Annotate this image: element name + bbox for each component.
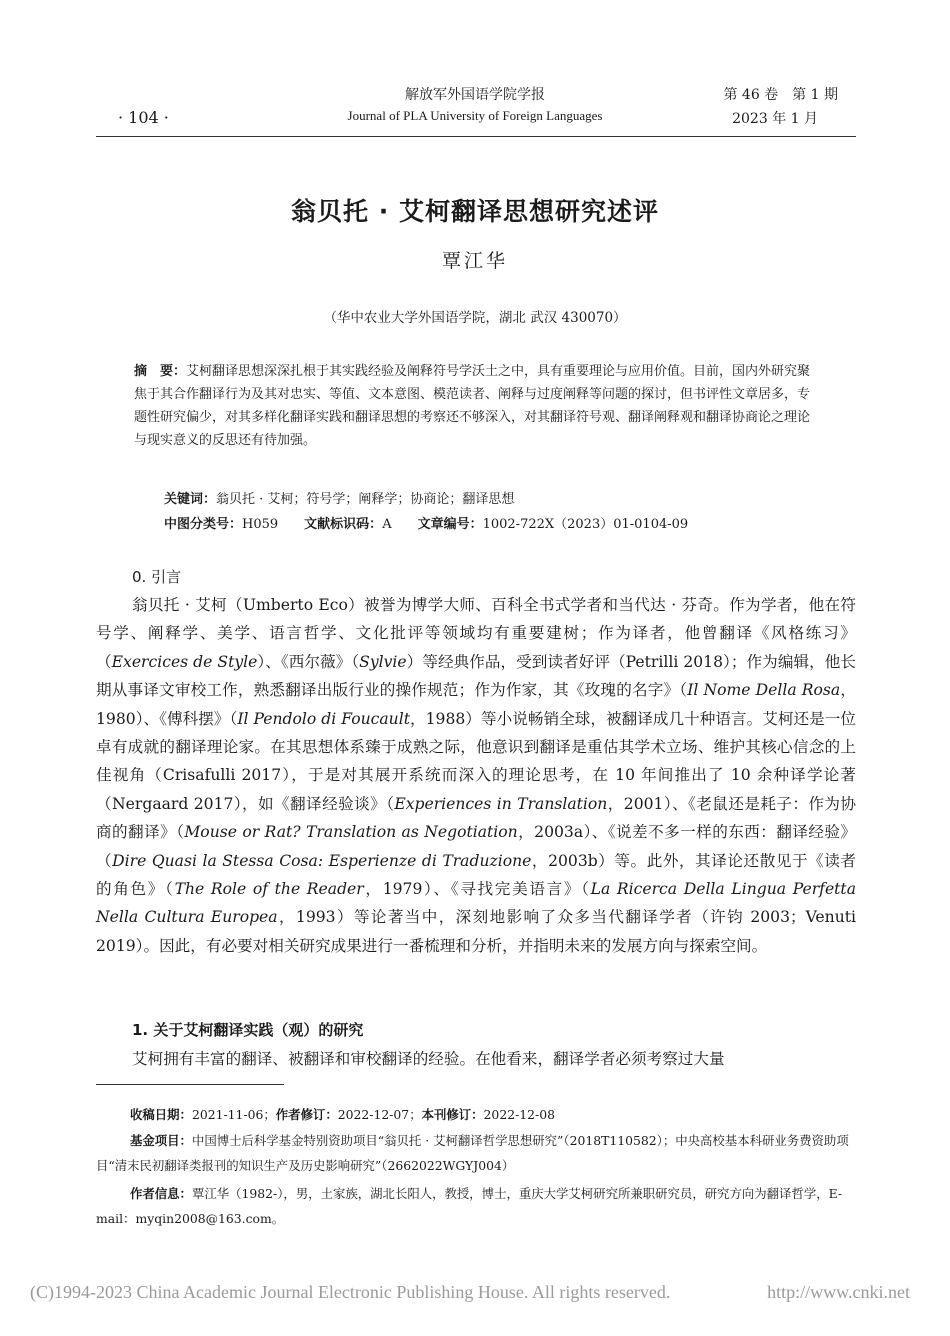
intro-body bbox=[96, 591, 856, 960]
text-run: ，2003b）等。此外，其译论还散见于《读者的角色》（ bbox=[96, 851, 856, 899]
text-run: ）、《西尔薇》（ bbox=[257, 652, 360, 671]
page-number: · 104 · bbox=[118, 108, 169, 127]
volume-issue: 第 46 卷 第 1 期 bbox=[723, 87, 838, 103]
text-run: ，2003a）、《说差不多一样的东西：翻译经验》（ bbox=[96, 823, 856, 870]
abstract bbox=[134, 360, 818, 452]
italic-title: Il Nome Della Rosa bbox=[687, 681, 841, 700]
keywords bbox=[164, 488, 514, 507]
section-heading-intro: 0. 引言 bbox=[132, 568, 182, 586]
doc-code-value: A bbox=[382, 517, 392, 532]
abstract-label: 摘 要： bbox=[134, 364, 187, 379]
practice-body bbox=[96, 1045, 856, 1073]
italic-title: The Role of the Reader bbox=[174, 880, 364, 899]
footnote-author bbox=[96, 1181, 856, 1231]
issue-date: 2023 年 1 月 bbox=[732, 111, 818, 127]
clc-value: H059 bbox=[242, 517, 279, 532]
text-run: ）等经典作品，受到读者好评（Petrilli 2018）；作为编辑，他长期从事译文审校工作，熟悉翻译出版行业的操作规范；作为作家，其《玫瑰的名字》（ bbox=[96, 652, 856, 700]
italic-title: Dire Quasi la Stessa Cosa: Esperienze di Traduzione bbox=[112, 851, 532, 870]
article-title: 翁贝托 · 艾柯翻译思想研究述评 bbox=[291, 197, 659, 226]
author-affiliation: （华中农业大学外国语学院，湖北 武汉 430070） bbox=[323, 310, 627, 326]
doc-code-label: 文献标识码： bbox=[304, 517, 383, 532]
text-run: ，1988）等小说畅销全球，被翻译成几十种语言。艾柯还是一位卓有成就的翻译理论家。在其思想体系臻于成熟之际，他意识到翻译是重估其学术立场、维护其核心信念的上佳视角（Crisafulli 2017），于是对其展开系统而深入的理论思考，在 10 年间推出了 10 余种译学论著（Nergaard 2017），如《翻译经验谈》（ bbox=[96, 709, 856, 813]
article-no-label: 文章编号： bbox=[417, 517, 483, 532]
journal-name-en: Journal of PLA University of Foreign Languages bbox=[347, 108, 603, 123]
author-info-text: 覃江华（1982-），男，土家族，湖北长阳人，教授，博士，重庆大学艾柯研究所兼职研究员，研究方向为翻译哲学，E-mail：myqin2008@163.com。 bbox=[96, 1186, 843, 1226]
italic-title: Mouse or Rat? Translation as Negotiation bbox=[184, 823, 518, 842]
header-rule bbox=[96, 136, 856, 137]
article-no-value: 1002-722X（2023）01-0104-09 bbox=[482, 517, 689, 532]
intro-paragraph bbox=[96, 591, 856, 960]
cnki-url: http://www.cnki.net bbox=[767, 1282, 910, 1302]
final-label: 本刊修订： bbox=[421, 1107, 484, 1122]
italic-title: La Ricerca Della Lingua Perfetta Nella Cultura Europea bbox=[96, 880, 856, 927]
article-author: 覃江华 bbox=[441, 250, 508, 272]
clc-label: 中图分类号： bbox=[164, 517, 243, 532]
journal-name-cn: 解放军外国语学院学报 bbox=[405, 87, 545, 103]
fund-text: 中国博士后科学基金特别资助项目“翁贝托 · 艾柯翻译哲学思想研究”（2018T110582）；中央高校基本科研业务费资助项目“清末民初翻译类报刊的知识生产及历史影响研究”（2662022WGYJ004） bbox=[96, 1133, 849, 1173]
section-heading-practice: 1. 关于艾柯翻译实践（观）的研究 bbox=[132, 1021, 364, 1039]
text-run: 翁贝托 · 艾柯（Umberto Eco）被誉为博学大师、百科全书式学者和当代达 · 芬奇。作为学者，他在符号学、阐释学、美学、语言哲学、文化批评等领域均有重要建树；作为译者，他曾翻译《风格练习》（ bbox=[96, 596, 856, 671]
abstract-text: 艾柯翻译思想深深扎根于其实践经验及阐释符号学沃土之中，具有重要理论与应用价值。目前，国内外研究聚焦于其合作翻译行为及其对忠实、等值、文本意图、模范读者、阐释与过度阐释等问题的探讨，但书评性文章居多，专题性研究偏少，对其多样化翻译实践和翻译思想的考察还不够深入，对其翻译符号观、翻译阐释观和翻译协商论之理论与现实意义的反思还有待加强。 bbox=[134, 364, 811, 448]
italic-title: Sylvie bbox=[359, 652, 407, 671]
footnote-dates bbox=[96, 1102, 856, 1127]
author-info-label: 作者信息： bbox=[130, 1186, 192, 1201]
italic-title: Exercices de Style bbox=[111, 652, 258, 671]
keywords-text: 翁贝托 · 艾柯；符号学；阐释学；协商论；翻译思想 bbox=[216, 492, 515, 507]
text-run: ，1980）、《傅科摆》（ bbox=[96, 681, 856, 728]
practice-paragraph: 艾柯拥有丰富的翻译、被翻译和审校翻译的经验。在他看来，翻译学者必须考察过大量 bbox=[132, 1050, 725, 1068]
text-run: ，1993）等论著当中，深刻地影响了众多当代翻译学者（许钧 2003；Venuti 2019）。因此，有必要对相关研究成果进行一番梳理和分析，并指明未来的发展方向与探索空间。 bbox=[96, 908, 856, 955]
text-run: ，1979）、《寻找完美语言》（ bbox=[363, 880, 591, 899]
revised-date: 2022-12-07； bbox=[337, 1107, 422, 1122]
final-date: 2022-12-08 bbox=[483, 1107, 555, 1122]
footnote-fund bbox=[96, 1128, 856, 1178]
classification-line bbox=[164, 513, 688, 532]
received-label: 收稿日期： bbox=[130, 1107, 192, 1122]
revised-label: 作者修订： bbox=[275, 1107, 338, 1122]
cnki-copyright: (C)1994-2023 China Academic Journal Electronic Publishing House. All rights reserved. bbox=[30, 1282, 671, 1302]
keywords-label: 关键词： bbox=[164, 492, 217, 507]
footnote-rule bbox=[96, 1084, 284, 1085]
fund-label: 基金项目： bbox=[130, 1133, 192, 1148]
text-run: ，2001）、《老鼠还是耗子：作为协商的翻译》（ bbox=[96, 794, 856, 842]
italic-title: Experiences in Translation bbox=[394, 794, 608, 813]
received-date: 2021-11-06； bbox=[191, 1107, 276, 1122]
italic-title: Il Pendolo di Foucault bbox=[237, 709, 410, 728]
